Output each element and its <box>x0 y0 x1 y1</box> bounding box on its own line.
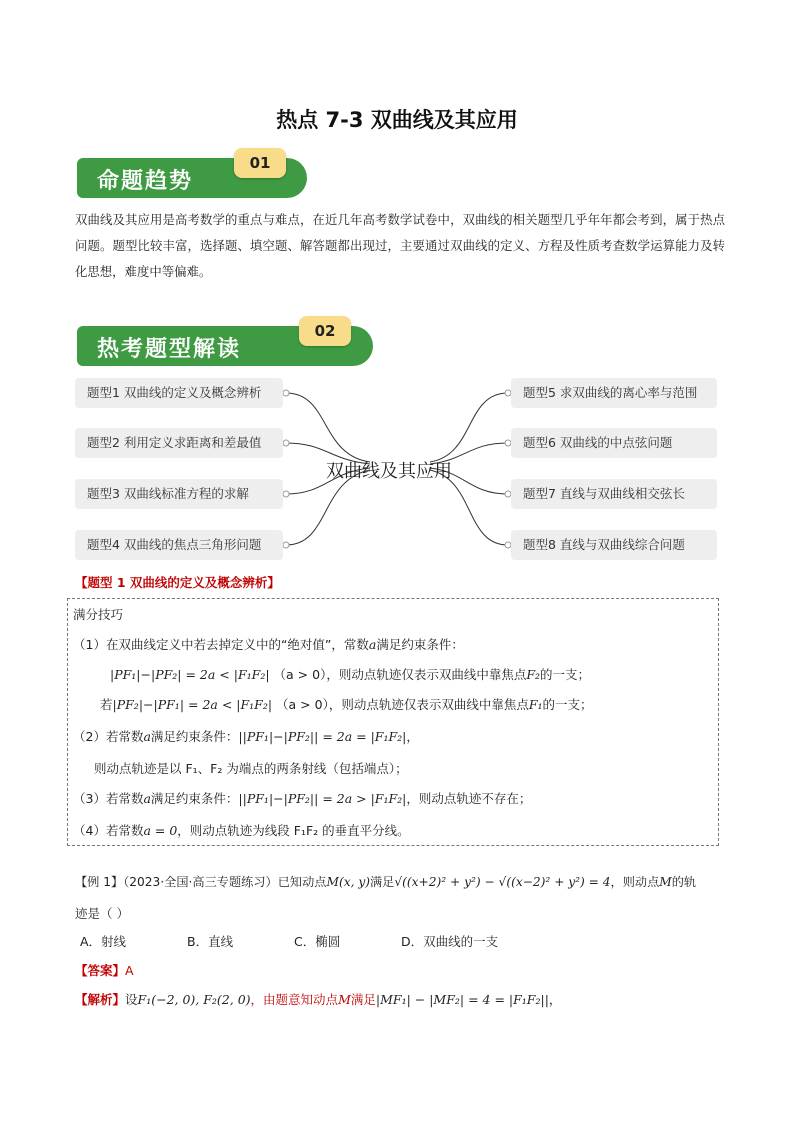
tip-line-1: （1）在双曲线定义中若去掉定义中的“绝对值”，常数a满足约束条件： <box>73 637 464 652</box>
option-c: C．椭圆 <box>294 934 341 949</box>
topic-item-2: 题型2 利用定义求距离和差最值 <box>75 428 283 458</box>
tip-line-5: 则动点轨迹是以 F₁、F₂ 为端点的两条射线（包括端点）； <box>94 761 408 776</box>
tip-line-3: 若|PF₂|−|PF₁| = 2a < |F₁F₂| （a > 0），则动点轨迹仅表示双曲线中靠焦点F₁的一支； <box>100 697 593 712</box>
section-heading: 【题型 1 双曲线的定义及概念辨析】 <box>75 575 280 590</box>
option-b: B．直线 <box>187 934 234 949</box>
tip-line-6: （3）若常数a满足约束条件：||PF₁|−|PF₂|| = 2a > |F₁F₂|，则动点轨迹不存在； <box>73 791 532 806</box>
topic-item-7: 题型7 直线与双曲线相交弦长 <box>511 479 717 509</box>
tip-line-7: （4）若常数a = 0，则动点轨迹为线段 F₁F₂ 的垂直平分线。 <box>73 823 410 838</box>
topic-item-1: 题型1 双曲线的定义及概念辨析 <box>75 378 283 408</box>
tip-line-4: （2）若常数a满足约束条件：||PF₁|−|PF₂|| = 2a = |F₁F₂|， <box>73 729 419 744</box>
example-question-cont: 迹是（ ） <box>75 906 129 921</box>
topic-item-6: 题型6 双曲线的中点弦问题 <box>511 428 717 458</box>
topic-item-5: 题型5 求双曲线的离心率与范围 <box>511 378 717 408</box>
page-title: 热点 7-3 双曲线及其应用 <box>276 108 518 132</box>
banner-number: 01 <box>234 148 286 178</box>
option-d: D．双曲线的一支 <box>401 934 499 949</box>
topic-item-8: 题型8 直线与双曲线综合问题 <box>511 530 717 560</box>
analysis: 【解析】设F₁(−2, 0), F₂(2, 0)，由题意知动点M满足|MF₁| − |MF₂| = 4 = |F₁F₂||， <box>75 992 562 1007</box>
mindmap-center: 双曲线及其应用 <box>326 461 452 482</box>
intro-paragraph: 双曲线及其应用是高考数学的重点与难点，在近几年高考数学试卷中，双曲线的相关题型几乎年年都会考到，属于热点问题。题型比较丰富，选择题、填空题、解答题都出现过，主要通过双曲线的定义、方程及性质考查数学运算能力及转化思想，难度中等偏难。 <box>75 212 725 279</box>
example-question: 【例 1】（2023·全国·高三专题练习）已知动点M(x, y)满足√((x+2)² + y²) − √((x−2)² + y²) = 4，则动点M的轨 <box>75 875 697 889</box>
tips-title: 满分技巧 <box>73 607 124 622</box>
banner-label: 热考题型解读 <box>97 337 242 362</box>
topic-item-3: 题型3 双曲线标准方程的求解 <box>75 479 283 509</box>
banner-number: 02 <box>299 316 351 346</box>
topic-item-4: 题型4 双曲线的焦点三角形问题 <box>75 530 283 560</box>
answer: 【答案】A <box>75 963 134 978</box>
option-a: A．射线 <box>80 934 127 949</box>
tip-line-2: |PF₁|−|PF₂| = 2a < |F₁F₂| （a > 0），则动点轨迹仅表示双曲线中靠焦点F₂的一支； <box>110 667 591 682</box>
banner-label: 命题趋势 <box>97 169 194 194</box>
tips-box <box>67 598 719 846</box>
